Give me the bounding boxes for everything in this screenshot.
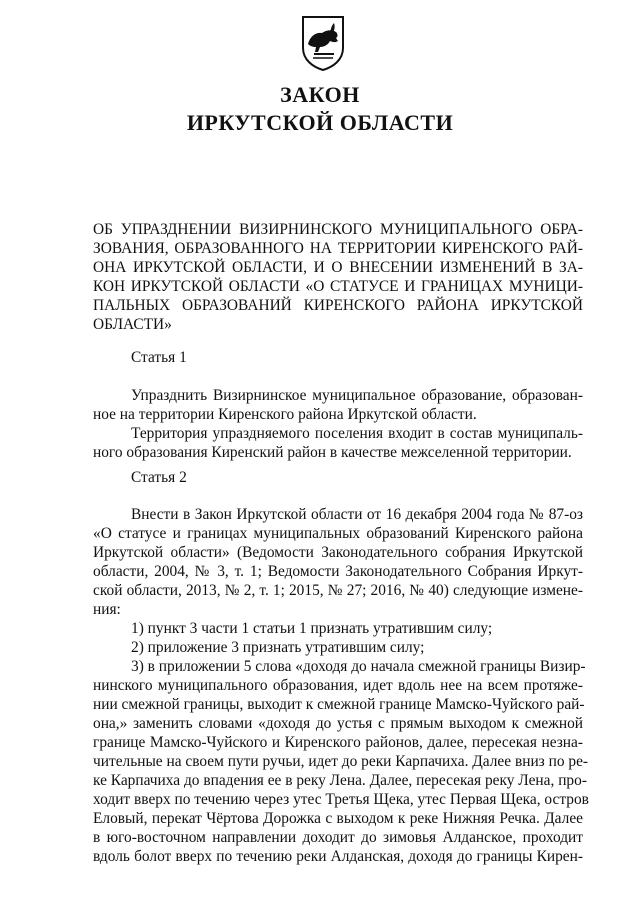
article-2-text-line: Внести в Закон Иркутской области от 16 декабря 2004 года № 87-оз [131, 506, 583, 523]
article-1-label: Статья 1 [131, 349, 187, 366]
article-2-item-3-line: нии смежной границы, выходит к смежной границе Мамско-Чуйского рай- [93, 696, 585, 713]
article-2-text-line: Иркутской области» (Ведомости Законодательного собрания Иркутской [93, 544, 583, 561]
article-1 [93, 348, 583, 367]
article-2-item-3-line: ке Карпачиха до впадения ее в реку Лена. Далее, пересекая реку Лена, про- [93, 772, 587, 789]
article-2-item-3-line: в юго-восточном направлении доходит до зимовья Алданское, проходит [93, 829, 583, 846]
heading-line: ОБ УПРАЗДНЕНИИ ВИЗИРНИНСКОГО МУНИЦИПАЛЬНОГО ОБРА- [93, 221, 583, 238]
heading-line: ПАЛЬНЫХ ОБРАЗОВАНИЙ КИРЕНСКОГО РАЙОНА ИРКУТСКОЙ [93, 297, 583, 314]
article-2-item-2: 2) приложение 3 признать утратившим силу; [131, 639, 425, 656]
article-1-text-line: ного образования Киренский район в качестве межселенной территории. [93, 444, 572, 461]
heading-line: ОБЛАСТИ» [93, 316, 172, 333]
article-2-item-3-line: вдоль болот вверх по течению реки Алданская, доходя до границы Кирен- [93, 848, 583, 865]
article-2-item-3-line: чительные на своем пути ручьи, идет до реки Карпачиха. Далее вниз по ре- [93, 753, 589, 770]
article-2-text-line: ской области, 2013, № 2, т. 1; 2015, № 27; 2016, № 40) следующие измене- [93, 582, 583, 599]
coat-of-arms-icon [300, 14, 346, 72]
article-2-body [93, 505, 589, 866]
heading-line: ОНА ИРКУТСКОЙ ОБЛАСТИ, И О ВНЕСЕНИИ ИЗМЕНЕНИЙ В ЗА- [93, 259, 583, 276]
article-2-text-line: области, 2004, № 3, т. 1; Ведомости Законодательного Собрания Иркут- [93, 563, 583, 580]
article-2 [93, 468, 583, 487]
article-2-item-3-line: 3) в приложении 5 слова «доходя до начала смежной границы Визир- [131, 658, 586, 675]
article-2-item-3-line: Еловый, перекат Чёртова Дорожка с выходом к реке Нижняя Речка. Далее [93, 810, 583, 827]
article-2-item-3-line: нинского муниципального образования, идет вдоль нее на всем протяже- [93, 677, 583, 694]
article-2-text-line: ния: [93, 601, 121, 618]
law-heading [93, 220, 583, 334]
heading-line: КОН ИРКУТСКОЙ ОБЛАСТИ «О СТАТУСЕ И ГРАНИЦАХ МУНИЦИ- [93, 278, 583, 295]
article-2-label: Статья 2 [131, 469, 187, 486]
article-1-body [93, 386, 583, 462]
article-2-item-3-line: границе Мамско-Чуйского и Киренского районов, далее, пересекая незна- [93, 734, 583, 751]
law-title: ЗАКОН [280, 82, 360, 107]
article-2-item-3-line: ходит вверх по течению через утес Третья Щека, утес Первая Щека, остров [93, 791, 589, 808]
article-1-text-line: Территория упраздняемого поселения входит в состав муниципаль- [131, 425, 583, 442]
law-region-title: ИРКУТСКОЙ ОБЛАСТИ [186, 110, 454, 135]
article-2-item-1: 1) пункт 3 части 1 статьи 1 признать утратившим силу; [131, 620, 493, 637]
article-1-text-line: ное на территории Киренского района Иркутской области. [93, 406, 477, 423]
heading-line: ЗОВАНИЯ, ОБРАЗОВАННОГО НА ТЕРРИТОРИИ КИРЕНСКОГО РАЙ- [93, 240, 583, 257]
article-2-item-3-line: она,» заменить словами «доходя до устья с прямым выходом к смежной [93, 715, 583, 732]
article-1-text-line: Упразднить Визирнинское муниципальное образование, образован- [131, 387, 583, 404]
article-2-text-line: «О статусе и границах муниципальных образований Киренского района [93, 525, 583, 542]
